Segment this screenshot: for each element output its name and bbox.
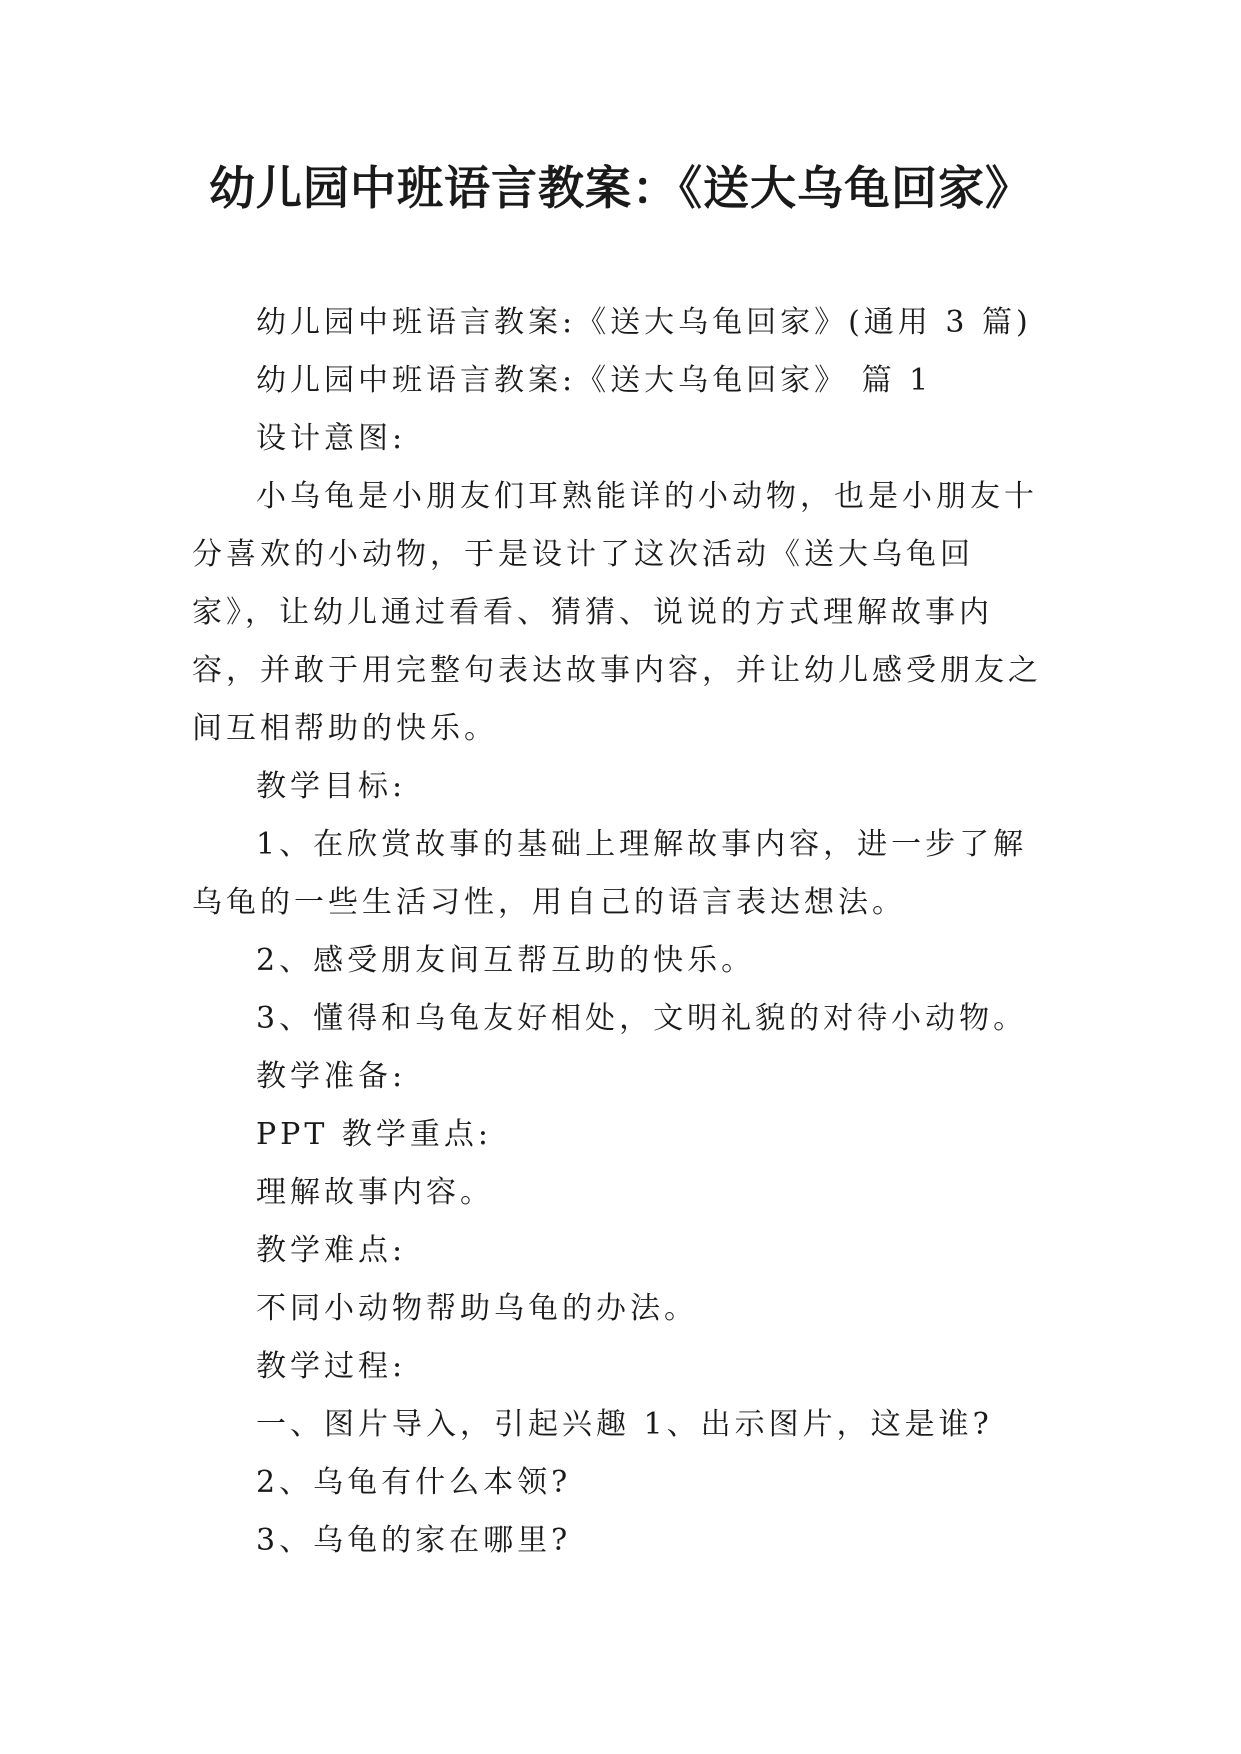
- list-item: 3、乌龟的家在哪里?: [256, 1523, 572, 1558]
- section-heading: 教学过程:: [256, 1349, 407, 1384]
- list-item: 一、图片导入，引起兴趣 1、出示图片，这是谁?: [256, 1407, 993, 1442]
- list-item: 2、感受朋友间互帮互助的快乐。: [256, 943, 756, 978]
- paragraph: 不同小动物帮助乌龟的办法。: [256, 1291, 698, 1326]
- paragraph: 幼儿园中班语言教案:《送大乌龟回家》(通用 3 篇): [256, 305, 1032, 340]
- section-heading: 教学准备:: [256, 1059, 407, 1094]
- paragraph: 理解故事内容。: [256, 1175, 494, 1210]
- list-item: 1、在欣赏故事的基础上理解故事内容，进一步了解乌龟的一些生活习性，用自己的语言表达想法。: [192, 827, 1028, 920]
- section-heading: 教学难点:: [256, 1233, 407, 1268]
- paragraph: 幼儿园中班语言教案:《送大乌龟回家》 篇 1: [256, 363, 933, 398]
- section-heading: 教学目标:: [256, 769, 407, 804]
- paragraph: PPT 教学重点:: [256, 1117, 493, 1152]
- section-heading: 设计意图:: [256, 421, 407, 456]
- document-title: 幼儿园中班语言教案：《送大乌龟回家》: [209, 161, 1032, 215]
- paragraph: 小乌龟是小朋友们耳熟能详的小动物，也是小朋友十分喜欢的小动物，于是设计了这次活动《送大乌龟回家》，让幼儿通过看看、猜猜、说说的方式理解故事内容，并敢于用完整句表达故事内容，并让幼儿感受朋友之间互相帮助的快乐。: [192, 479, 1042, 746]
- list-item: 3、懂得和乌龟友好相处，文明礼貌的对待小动物。: [256, 1001, 1028, 1036]
- list-item: 2、乌龟有什么本领?: [256, 1465, 572, 1500]
- document-body: [192, 294, 1056, 1570]
